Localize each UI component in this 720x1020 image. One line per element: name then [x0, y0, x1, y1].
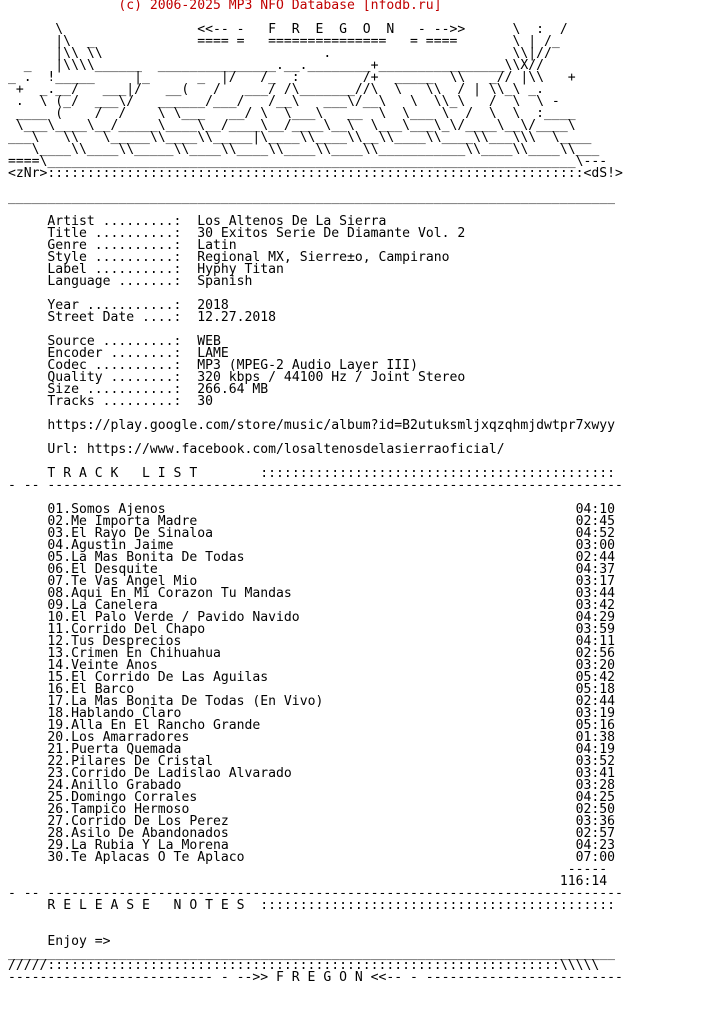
url-row — [8, 444, 720, 456]
bottom-rule: _____________________________________________________________________________ — [8, 946, 615, 961]
logo-art: ====\___________________________________________________________________\--- — [8, 154, 608, 169]
logo-footer-text: <zNr>::::::::::::::::::::::::::::::::::::::::::::::::::::::::::::::::::::<dS!> — [8, 166, 623, 181]
facebook-url-link[interactable]: https://www.facebook.com/losaltenosdelasierraoficial/ — [86, 442, 505, 457]
store-url-link[interactable]: https://play.google.com/store/music/album?id=B2utuksmljxqzqhmjdwtpr7xwyy — [47, 418, 616, 433]
separator-line — [8, 192, 720, 204]
track-time: 03:44 — [575, 586, 616, 601]
meta-value: Hyphy Titan — [197, 262, 284, 277]
logo-art: |\\ \\ . \\|// — [8, 46, 552, 61]
track-title: Me Importa Madre — [71, 514, 576, 529]
meta-key: Language .......: — [47, 274, 182, 289]
track-number: 14. — [47, 658, 72, 673]
track-time: 04:19 — [575, 742, 616, 757]
meta-key: Label ..........: — [47, 262, 182, 277]
meta-key: Street Date ....: — [47, 310, 182, 325]
track-number: 09. — [47, 598, 72, 613]
track-time: 04:52 — [575, 526, 616, 541]
track-title: Domingo Corrales — [71, 790, 576, 805]
store-url-row — [8, 420, 720, 432]
header-text: (c) 2006-2025 MP3 NFO Database [nfodb.ru] — [8, 0, 442, 13]
track-time: 02:50 — [575, 802, 616, 817]
page-header — [8, 0, 720, 12]
logo-art: \____\\____\\_____\\____\\____\\____\\____\\___________\\____\\____\\___ — [8, 142, 600, 157]
track-number: 24. — [47, 778, 72, 793]
track-time: 01:38 — [575, 730, 616, 745]
track-number: 23. — [47, 766, 72, 781]
track-number: 07. — [47, 574, 72, 589]
track-number: 30. — [47, 850, 72, 865]
track-title: Anillo Grabado — [71, 778, 576, 793]
track-time: 03:00 — [575, 538, 616, 553]
track-number: 16. — [47, 682, 72, 697]
meta-row — [8, 312, 720, 324]
track-title: Alla En El Rancho Grande — [71, 718, 576, 733]
meta-key: Year ...........: — [47, 298, 182, 313]
track-time: 05:16 — [575, 718, 616, 733]
meta-value: MP3 (MPEG-2 Audio Layer III) — [197, 358, 418, 373]
track-time: 03:19 — [575, 706, 616, 721]
meta-key: Encoder ........: — [47, 346, 182, 361]
track-title: Aqui En Mi Corazon Tu Mandas — [71, 586, 576, 601]
track-title: Agustin Jaime — [71, 538, 576, 553]
track-number: 25. — [47, 790, 72, 805]
track-number: 19. — [47, 718, 72, 733]
track-time: 04:10 — [575, 502, 616, 517]
meta-row — [8, 396, 720, 408]
track-title: Puerta Quemada — [71, 742, 576, 757]
meta-value: Latin — [197, 238, 237, 253]
logo-art: _ |\\\\______ _______________.__.________+________________\\X// — [8, 58, 545, 73]
track-number: 12. — [47, 634, 72, 649]
track-title: Corrido De Ladislao Alvarado — [71, 766, 576, 781]
meta-value: 320 kbps / 44100 Hz / Joint Stereo — [197, 370, 466, 385]
release-dots: ::::::::::::::::::::::::::::::::::::::::::::: — [260, 898, 616, 913]
logo-art: _ . !_____ |_ _ |/ /_ : /+ _____ \\ _// |\\ + — [8, 70, 576, 85]
meta-value: 2018 — [197, 298, 229, 313]
track-title: Crimen En Chihuahua — [71, 646, 576, 661]
logo-art: . \ (_/ ___\/ ______/___/ /__\ ___\/__\ \ \\_\ / \ \ - — [8, 94, 560, 109]
meta-key: Title ..........: — [47, 226, 182, 241]
track-number: 10. — [47, 610, 72, 625]
logo-art: + _.__/ ___|/ __( / ___/ /\_______//\ \ \\ / | \\_\ _. — [8, 82, 545, 97]
track-time: 02:44 — [575, 550, 616, 565]
meta-key: Genre ..........: — [47, 238, 182, 253]
track-title: El Desquite — [71, 562, 576, 577]
track-time: 04:29 — [575, 610, 616, 625]
track-number: 21. — [47, 742, 72, 757]
track-time: 04:25 — [575, 790, 616, 805]
track-number: 26. — [47, 802, 72, 817]
track-time: 03:20 — [575, 658, 616, 673]
meta-key: Artist .........: — [47, 214, 182, 229]
track-number: 11. — [47, 622, 72, 637]
track-title: El Rayo De Sinaloa — [71, 526, 576, 541]
logo-footer — [8, 168, 720, 180]
track-time: 02:57 — [575, 826, 616, 841]
meta-value: 266.64 MB — [197, 382, 269, 397]
track-number: 06. — [47, 562, 72, 577]
track-title: La Canelera — [71, 598, 576, 613]
blank-line — [8, 912, 720, 924]
track-title: Te Vas Angel Mio — [71, 574, 576, 589]
track-title: El Barco — [71, 682, 576, 697]
track-number: 02. — [47, 514, 72, 529]
blank-line — [8, 924, 720, 936]
logo-art: \___\____\__/_____\____\__/____\__/____\__\ \___\___\_\/____\__\/____\ — [8, 118, 576, 133]
meta-key: Source .........: — [47, 334, 182, 349]
track-title: La Rubia Y La Morena — [71, 838, 576, 853]
track-time: 05:18 — [575, 682, 616, 697]
track-title: Somos Ajenos — [71, 502, 576, 517]
track-time: 04:37 — [575, 562, 616, 577]
release-title: R E L E A S E N O T E S — [47, 898, 245, 913]
track-time: 07:00 — [575, 850, 616, 865]
track-number: 17. — [47, 694, 72, 709]
total-rule: ----- — [567, 862, 608, 877]
track-time: 03:52 — [575, 754, 616, 769]
footer-row — [8, 972, 720, 984]
bottom-dots: /////:::::::::::::::::::::::::::::::::::::::::::::::::::::::::::::::::\\\\\ — [8, 958, 600, 973]
track-time: 03:17 — [575, 574, 616, 589]
track-number: 27. — [47, 814, 72, 829]
meta-key: Style ..........: — [47, 250, 182, 265]
track-title: Asilo De Abandonados — [71, 826, 576, 841]
track-number: 04. — [47, 538, 72, 553]
track-title: Los Amarradores — [71, 730, 576, 745]
track-title: La Mas Bonita De Todas — [71, 550, 576, 565]
track-title: Te Aplacas O Te Aplaco — [71, 850, 576, 865]
track-time: 03:42 — [575, 598, 616, 613]
tracklist-title: T R A C K L I S T — [47, 466, 198, 481]
url-label: Url: — [47, 442, 79, 457]
track-time: 03:36 — [575, 814, 616, 829]
track-title: Tus Desprecios — [71, 634, 576, 649]
meta-key: Quality ........: — [47, 370, 182, 385]
release-text: Enjoy => — [47, 934, 111, 949]
section-rule — [8, 480, 720, 492]
release-heading — [8, 900, 720, 912]
track-title: El Corrido De Las Aguilas — [71, 670, 576, 685]
meta-key: Tracks .........: — [47, 394, 182, 409]
meta-key: Size ...........: — [47, 382, 182, 397]
track-title: Hablando Claro — [71, 706, 576, 721]
track-number: 18. — [47, 706, 72, 721]
rule: - -- ------------------------------------------------------------------------- — [8, 478, 623, 493]
track-time: 02:56 — [575, 646, 616, 661]
meta-row — [8, 276, 720, 288]
logo-art: ___\ \\ \_____\\____\\_____|\____\\____\\__\\____\\____\\___\\\ \____ — [8, 130, 592, 145]
track-time: 04:23 — [575, 838, 616, 853]
track-time: 04:11 — [575, 634, 616, 649]
tracklist-dots: ::::::::::::::::::::::::::::::::::::::::::::: — [260, 466, 616, 481]
meta-value: 12.27.2018 — [197, 310, 277, 325]
footer-text: -------------------------- - -->> F R E G O N <<-- - ------------------------- — [8, 970, 623, 985]
track-time: 03:41 — [575, 766, 616, 781]
track-number: 15. — [47, 670, 72, 685]
track-number: 20. — [47, 730, 72, 745]
meta-value: 30 — [197, 394, 213, 409]
track-number: 05. — [47, 550, 72, 565]
meta-value: 30 Exitos Serie De Diamante Vol. 2 — [197, 226, 466, 241]
track-time: 02:45 — [575, 514, 616, 529]
track-title: Pilares De Cristal — [71, 754, 576, 769]
meta-value: Spanish — [197, 274, 253, 289]
track-time: 03:28 — [575, 778, 616, 793]
track-title: Veinte Anos — [71, 658, 576, 673]
track-number: 03. — [47, 526, 72, 541]
logo-art: \ <<-- - F R E G O N - -->> \ : / — [8, 22, 568, 37]
meta-value: WEB — [197, 334, 221, 349]
track-title: Corrido De Los Perez — [71, 814, 576, 829]
track-number: 13. — [47, 646, 72, 661]
track-number: 01. — [47, 502, 72, 517]
track-title: Corrido Del Chapo — [71, 622, 576, 637]
track-number: 22. — [47, 754, 72, 769]
meta-value: Regional MX, Sierre±o, Campirano — [197, 250, 450, 265]
meta-value: LAME — [197, 346, 229, 361]
track-number: 29. — [47, 838, 72, 853]
rule: - -- ------------------------------------------------------------------------- — [8, 886, 623, 901]
track-title: Tampico Hermoso — [71, 802, 576, 817]
logo-art: ____ ( / / \ \___ __/ \ \___\ __ \ \___ \ / \ \ :____ — [8, 106, 576, 121]
track-title: La Mas Bonita De Todas (En Vivo) — [71, 694, 576, 709]
meta-value: Los Altenos De La Sierra — [197, 214, 387, 229]
track-number: 28. — [47, 826, 72, 841]
track-time: 02:44 — [575, 694, 616, 709]
track-time: 05:42 — [575, 670, 616, 685]
logo-art: |\ _ ==== = =============== = ==== \ | /_ — [8, 34, 560, 49]
track-number: 08. — [47, 586, 72, 601]
separator: _____________________________________________________________________________ — [8, 190, 615, 205]
total-time: 116:14 — [559, 874, 608, 889]
track-time: 03:59 — [575, 622, 616, 637]
track-title: El Palo Verde / Pavido Navido — [71, 610, 576, 625]
meta-key: Codec ..........: — [47, 358, 182, 373]
